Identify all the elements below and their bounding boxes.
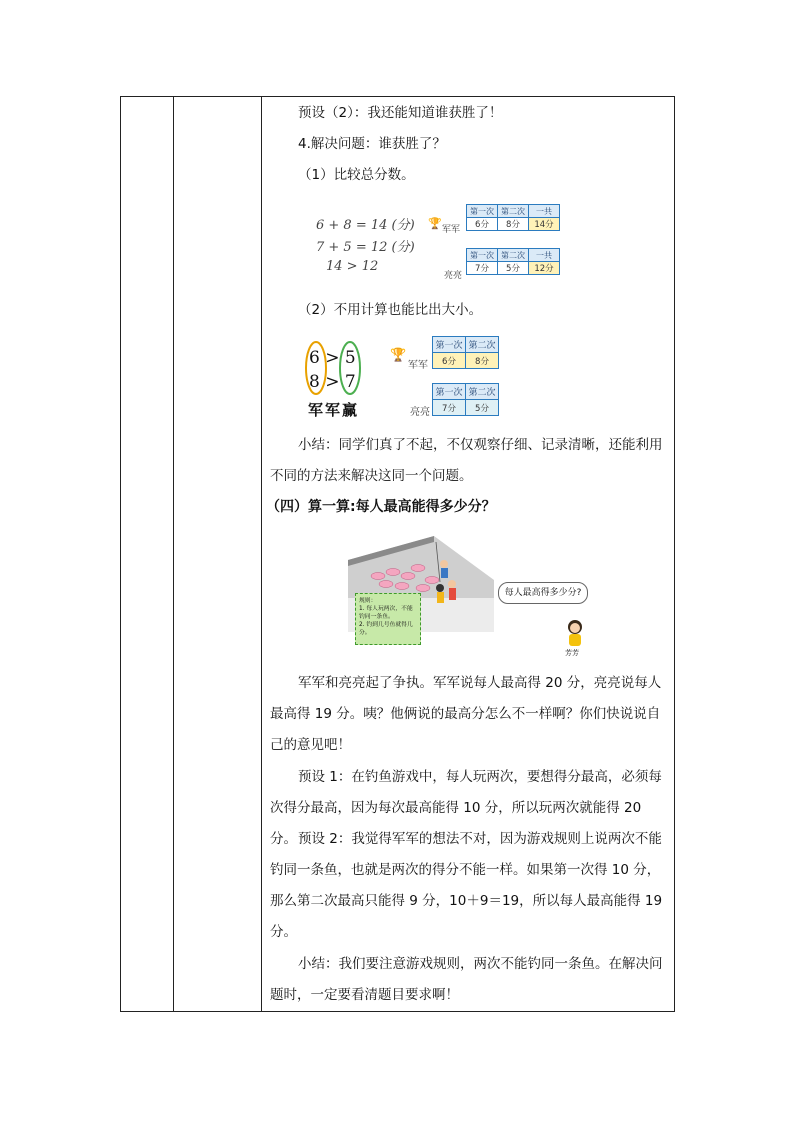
junjun-first: 6分: [433, 353, 466, 369]
score-table-junjun-2: [432, 336, 499, 369]
rule-title: 规则：: [359, 598, 377, 604]
liangliang-total: 12分: [529, 262, 560, 275]
liangliang-first: 7分: [433, 400, 466, 416]
header-second: 第二次: [498, 249, 529, 262]
junjun-total: 14分: [529, 218, 560, 231]
junjun-second: 8分: [498, 218, 529, 231]
column-divider-1: [173, 97, 174, 1011]
liangliang-label: 亮亮: [444, 271, 463, 281]
summary-2: 小结：我们要注意游戏规则，两次不能钓同一条鱼。在解决问题时，一定要看清题目要求啊！: [270, 956, 663, 1003]
header-first: 第一次: [433, 337, 466, 353]
header-second: 第二次: [466, 337, 499, 353]
preset-1: 预设 1：在钓鱼游戏中，每人玩两次，要想得分最高，必须每次得分最高，因为每次最高能得 10 分，所以玩两次就能得 20 分。: [270, 769, 662, 847]
liangliang-first: 7分: [467, 262, 498, 275]
trophy-icon: 🏆: [390, 348, 407, 363]
calc-line-3: 14 > 12: [326, 259, 379, 274]
header-first: 第一次: [467, 205, 498, 218]
section-4-heading: （四）算一算:每人最高能得多少分？: [266, 499, 496, 515]
calc-line-1: 6 + 8 = 14 (分): [316, 218, 415, 233]
compare-digits: [309, 346, 369, 394]
summary-1: 小结：同学们真了不起，不仅观察仔细、记录清晰，还能利用不同的方法来解决这同一个问题。: [270, 437, 663, 484]
liangliang-second: 5分: [498, 262, 529, 275]
greater-sign: >: [325, 372, 340, 392]
rule-1: 1. 每人玩两次，不能钓同一条鱼。: [359, 606, 413, 620]
compare-total-heading: （1）比较总分数。: [298, 167, 415, 183]
header-second: 第二次: [498, 205, 529, 218]
header-first: 第一次: [433, 384, 466, 400]
junjun-label: 军军: [442, 225, 461, 235]
argument-paragraph: 军军和亮亮起了争执。军军说每人最高得 20 分，亮亮说每人最高得 19 分。咦？他俩说的最高分怎么不一样啊？你们快说说自己的意见吧！: [270, 675, 662, 753]
liangliang-second: 5分: [466, 400, 499, 416]
trophy-icon: 🏆: [428, 217, 442, 230]
junjun-label: 军军: [408, 360, 428, 371]
digit-5: 5: [344, 348, 356, 368]
junjun-first: 6分: [467, 218, 498, 231]
header-second: 第二次: [466, 384, 499, 400]
header-first: 第一次: [467, 249, 498, 262]
girl-figure: [564, 618, 586, 652]
liangliang-label: 亮亮: [410, 407, 430, 418]
rule-card: [355, 593, 421, 645]
digit-8: 8: [309, 372, 320, 392]
preset-2: 预设 2：我觉得军军的想法不对，因为游戏规则上说两次不能钓同一条鱼，也就是两次的得分不能一样。如果第一次得 10 分，那么第二次最高只能得 9 分，10＋9＝19，所以每人最高能得 19 分。: [270, 831, 663, 940]
rule-2: 2. 钓到几号鱼就得几分。: [359, 622, 413, 636]
header-total: 一共: [529, 249, 560, 262]
header-total: 一共: [529, 205, 560, 218]
question-4: 4.解决问题：谁获胜了？: [298, 136, 446, 152]
score-table-junjun: [466, 204, 560, 231]
calc-line-2: 7 + 5 = 12 (分): [316, 240, 415, 255]
speech-bubble: 每人最高得多少分?: [498, 582, 588, 604]
junjun-second: 8分: [466, 353, 499, 369]
no-calc-heading: （2）不用计算也能比出大小。: [298, 302, 483, 318]
score-table-liangliang-2: [432, 383, 499, 416]
greater-sign: >: [325, 348, 340, 368]
girl-name: 芳芳: [565, 649, 579, 657]
winner-note: 军军赢: [308, 401, 360, 419]
column-divider-2: [261, 97, 262, 1011]
digit-7: 7: [344, 372, 356, 392]
score-table-liangliang: [466, 248, 560, 275]
digit-6: 6: [309, 348, 320, 368]
preset-line: 预设（2）：我还能知道谁获胜了！: [298, 105, 503, 121]
